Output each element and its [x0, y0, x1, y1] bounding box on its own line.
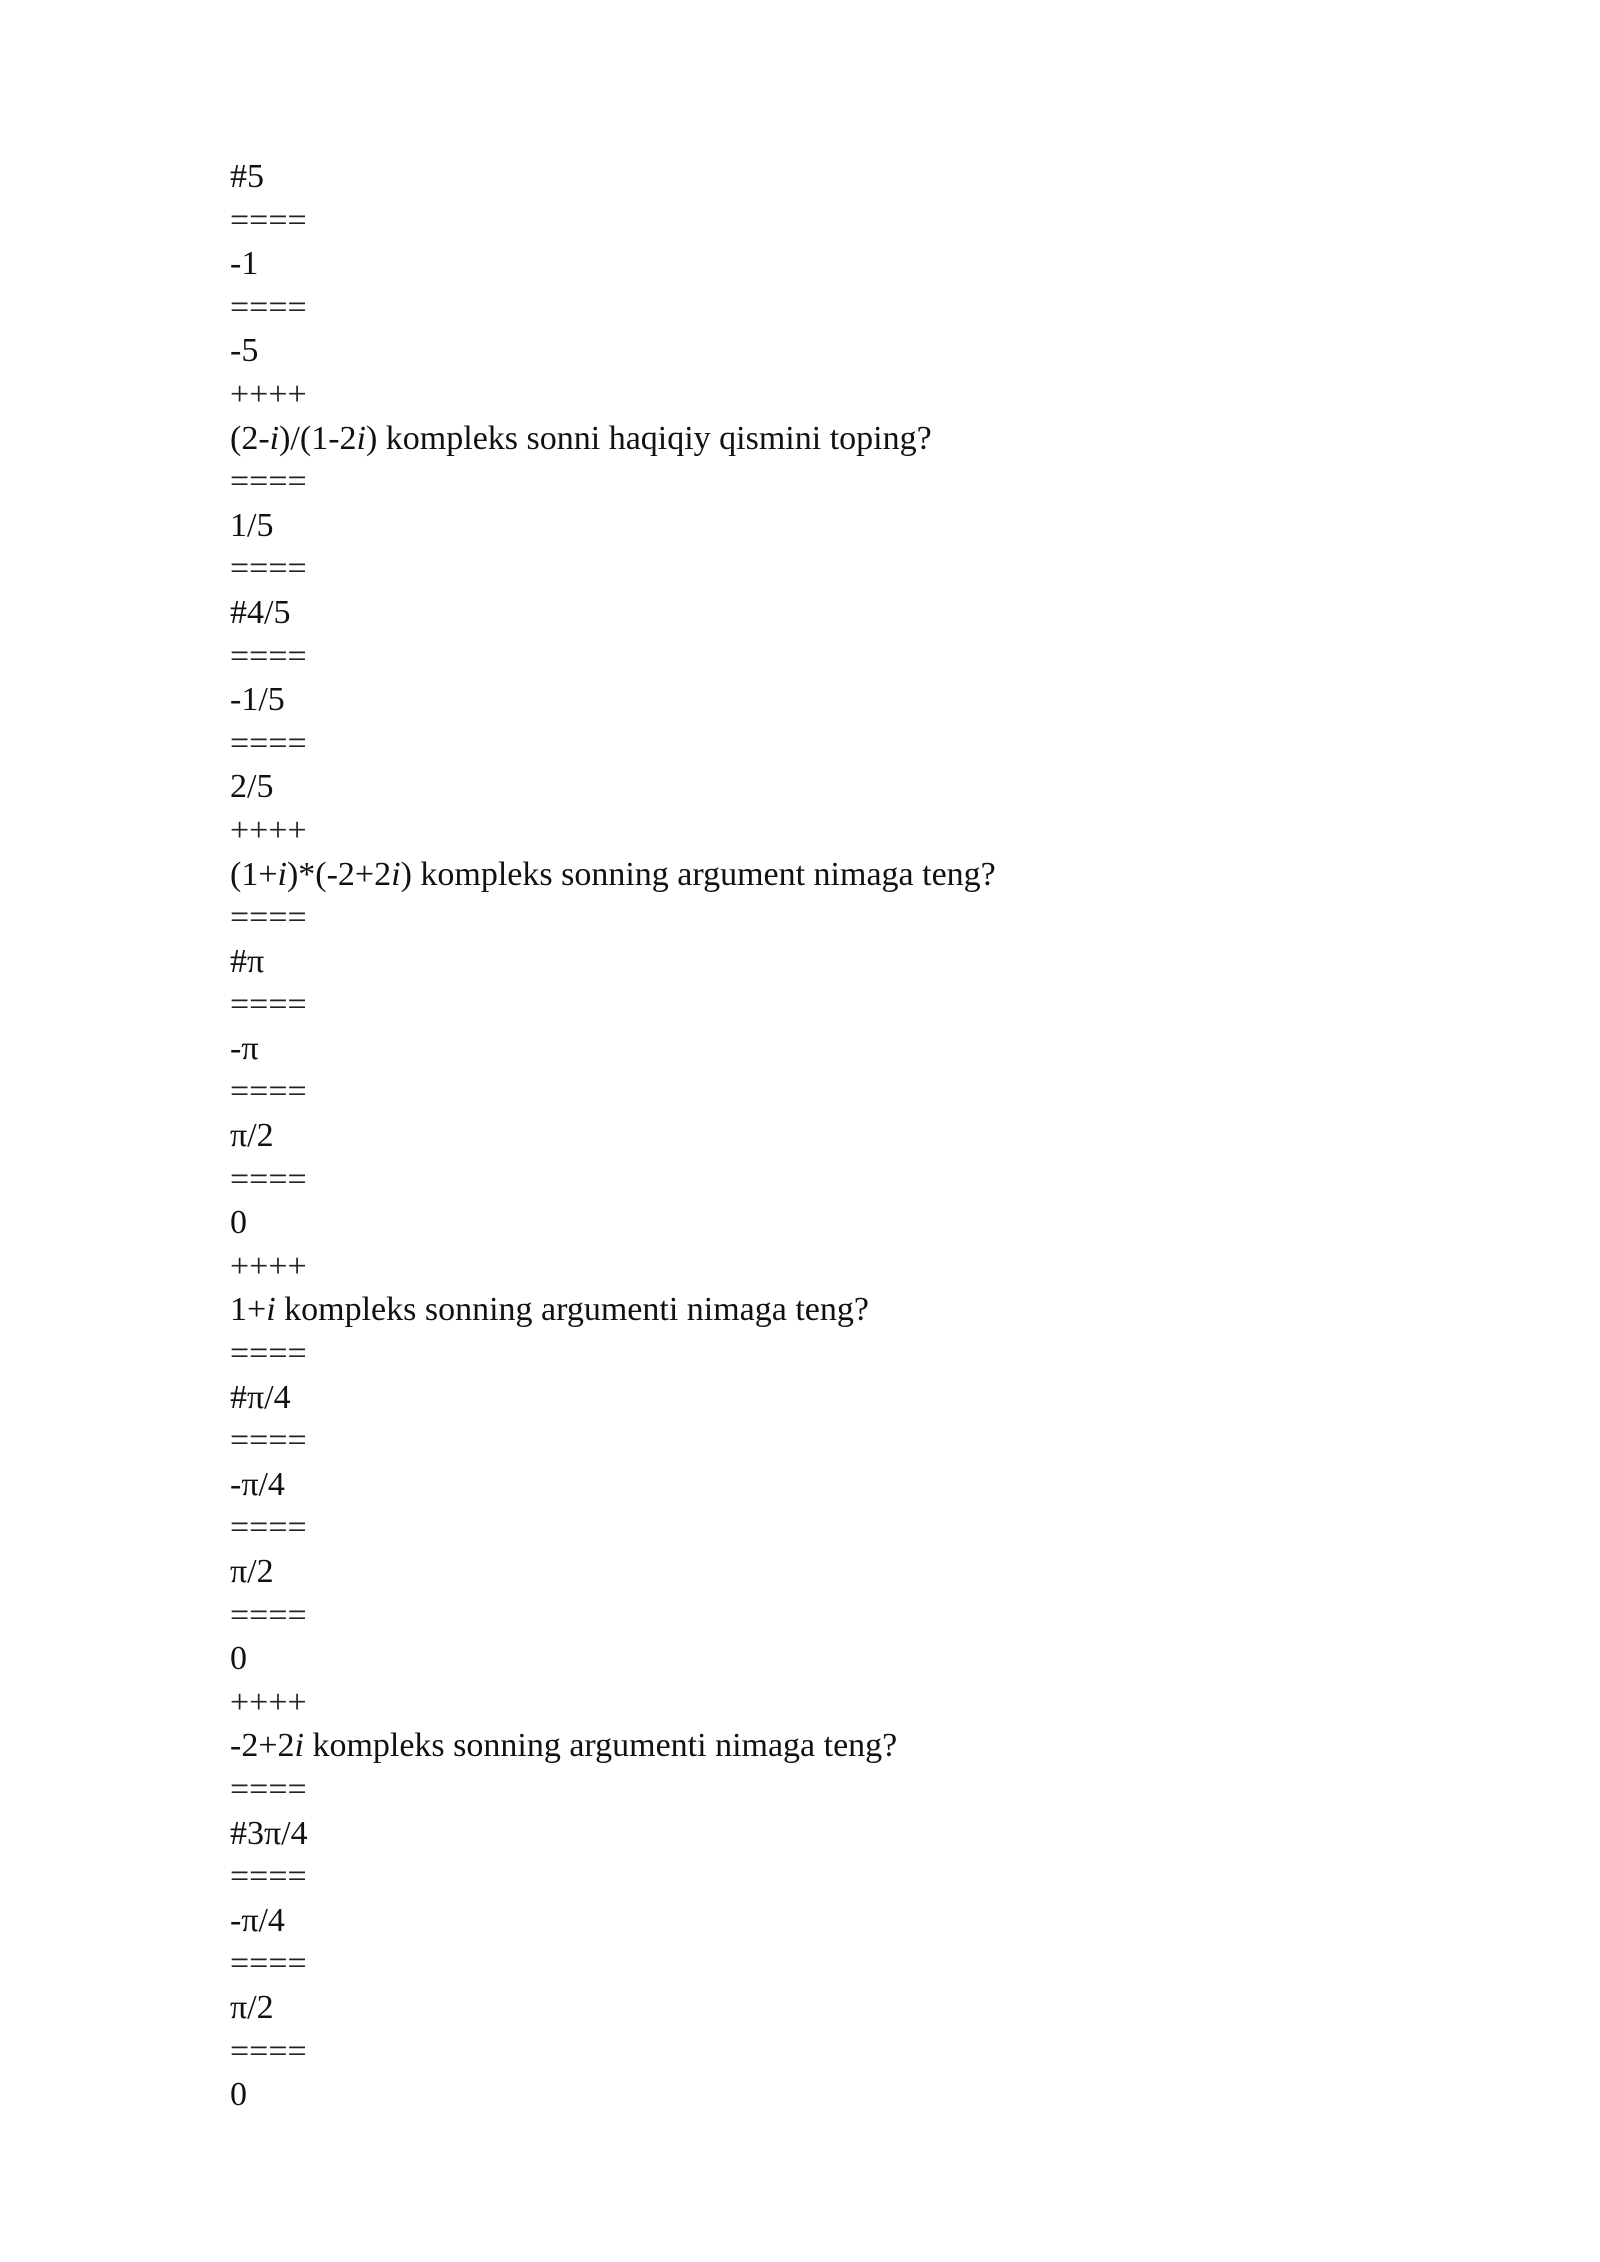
answer-option-line [230, 242, 1430, 286]
line-text: -π/4 [230, 1465, 285, 1503]
line-text: (1+ [230, 855, 278, 893]
line-text: #3π/4 [230, 1814, 308, 1852]
line-text: ==== [230, 1422, 307, 1460]
line-text: ==== [230, 724, 307, 762]
line-text: ) kompleks sonning argument nimaga teng? [400, 855, 996, 893]
imaginary-unit-text: i [266, 1291, 276, 1329]
line-text: ) kompleks sonni haqiqiy qismini toping? [365, 419, 932, 457]
separator-line [230, 460, 1430, 504]
line-text: π/2 [230, 1988, 274, 2026]
answer-option-line [230, 1027, 1430, 1071]
line-text: 0 [230, 2076, 247, 2114]
document-body [230, 155, 1430, 2117]
answer-option-line [230, 1201, 1430, 1245]
line-text: -π [230, 1029, 259, 1067]
answer-option-line [230, 1376, 1430, 1420]
separator-line [230, 1245, 1430, 1289]
line-text: ==== [230, 637, 307, 675]
line-text: -1 [230, 245, 259, 283]
line-text: (2- [230, 419, 270, 457]
question-line [230, 1288, 1430, 1332]
answer-option-line [230, 1114, 1430, 1158]
line-text: ==== [230, 986, 307, 1024]
line-text: -1/5 [230, 681, 285, 719]
question-line [230, 1724, 1430, 1768]
line-text: )/(1-2 [279, 419, 357, 457]
separator-line [230, 1506, 1430, 1550]
line-text: #4/5 [230, 593, 291, 631]
answer-option-line [230, 765, 1430, 809]
separator-line [230, 722, 1430, 766]
line-text: ==== [230, 288, 307, 326]
line-text: ==== [230, 463, 307, 501]
separator-line [230, 1768, 1430, 1812]
imaginary-unit-text: i [356, 419, 366, 457]
separator-line [230, 547, 1430, 591]
answer-option-line [230, 1986, 1430, 2030]
imaginary-unit-text: i [277, 855, 287, 893]
question-line [230, 853, 1430, 897]
line-text: ==== [230, 1509, 307, 1547]
line-text: ==== [230, 1596, 307, 1634]
answer-option-line [230, 1899, 1430, 1943]
answer-option-line [230, 591, 1430, 635]
separator-line [230, 1942, 1430, 1986]
answer-option-line [230, 2073, 1430, 2117]
imaginary-unit-text: i [391, 855, 401, 893]
separator-line [230, 1594, 1430, 1638]
line-text: ==== [230, 2032, 307, 2070]
line-text: kompleks sonning argumenti nimaga teng? [303, 1727, 898, 1765]
line-text: ==== [230, 899, 307, 937]
separator-line [230, 286, 1430, 330]
line-text: -π/4 [230, 1901, 285, 1939]
line-text: ==== [230, 201, 307, 239]
line-text: 0 [230, 1640, 247, 1678]
line-text: ==== [230, 1160, 307, 1198]
separator-line [230, 1332, 1430, 1376]
separator-line [230, 1855, 1430, 1899]
separator-line [230, 1070, 1430, 1114]
answer-option-line [230, 1463, 1430, 1507]
separator-line [230, 1158, 1430, 1202]
line-text: #5 [230, 158, 264, 195]
separator-line [230, 2030, 1430, 2074]
line-text: ==== [230, 1858, 307, 1896]
answer-option-line [230, 1637, 1430, 1681]
line-text: 0 [230, 1204, 247, 1242]
question-line [230, 417, 1430, 461]
separator-line [230, 809, 1430, 853]
separator-line [230, 1681, 1430, 1725]
line-text: ++++ [230, 811, 307, 849]
line-text: ==== [230, 1770, 307, 1808]
line-text: -5 [230, 332, 259, 370]
line-text: ==== [230, 550, 307, 588]
line-text: -2+2 [230, 1727, 295, 1765]
line-text: ==== [230, 1945, 307, 1983]
imaginary-unit-text: i [294, 1727, 304, 1765]
line-text: ++++ [230, 375, 307, 413]
separator-line [230, 199, 1430, 243]
separator-line [230, 635, 1430, 679]
separator-line [230, 983, 1430, 1027]
answer-option-line [230, 1550, 1430, 1594]
answer-option-line [230, 678, 1430, 722]
separator-line [230, 896, 1430, 940]
imaginary-unit-text: i [269, 419, 280, 457]
line-text: ==== [230, 1335, 307, 1373]
answer-option-line [230, 155, 1430, 199]
separator-line [230, 373, 1430, 417]
line-text: 1+ [230, 1291, 267, 1329]
line-text: #π/4 [230, 1378, 291, 1416]
line-text: 1/5 [230, 506, 274, 544]
line-text: ++++ [230, 1683, 307, 1721]
line-text: kompleks sonning argumenti nimaga teng? [275, 1291, 869, 1329]
answer-option-line [230, 504, 1430, 548]
line-text: #π [230, 942, 265, 980]
line-text: ++++ [230, 1247, 307, 1285]
line-text: π/2 [230, 1117, 274, 1155]
line-text: ==== [230, 1073, 307, 1111]
answer-option-line [230, 329, 1430, 373]
line-text: 2/5 [230, 768, 274, 806]
line-text: )*(-2+2 [286, 855, 392, 893]
separator-line [230, 1419, 1430, 1463]
answer-option-line [230, 940, 1430, 984]
line-text: π/2 [230, 1553, 274, 1590]
answer-option-line [230, 1812, 1430, 1856]
